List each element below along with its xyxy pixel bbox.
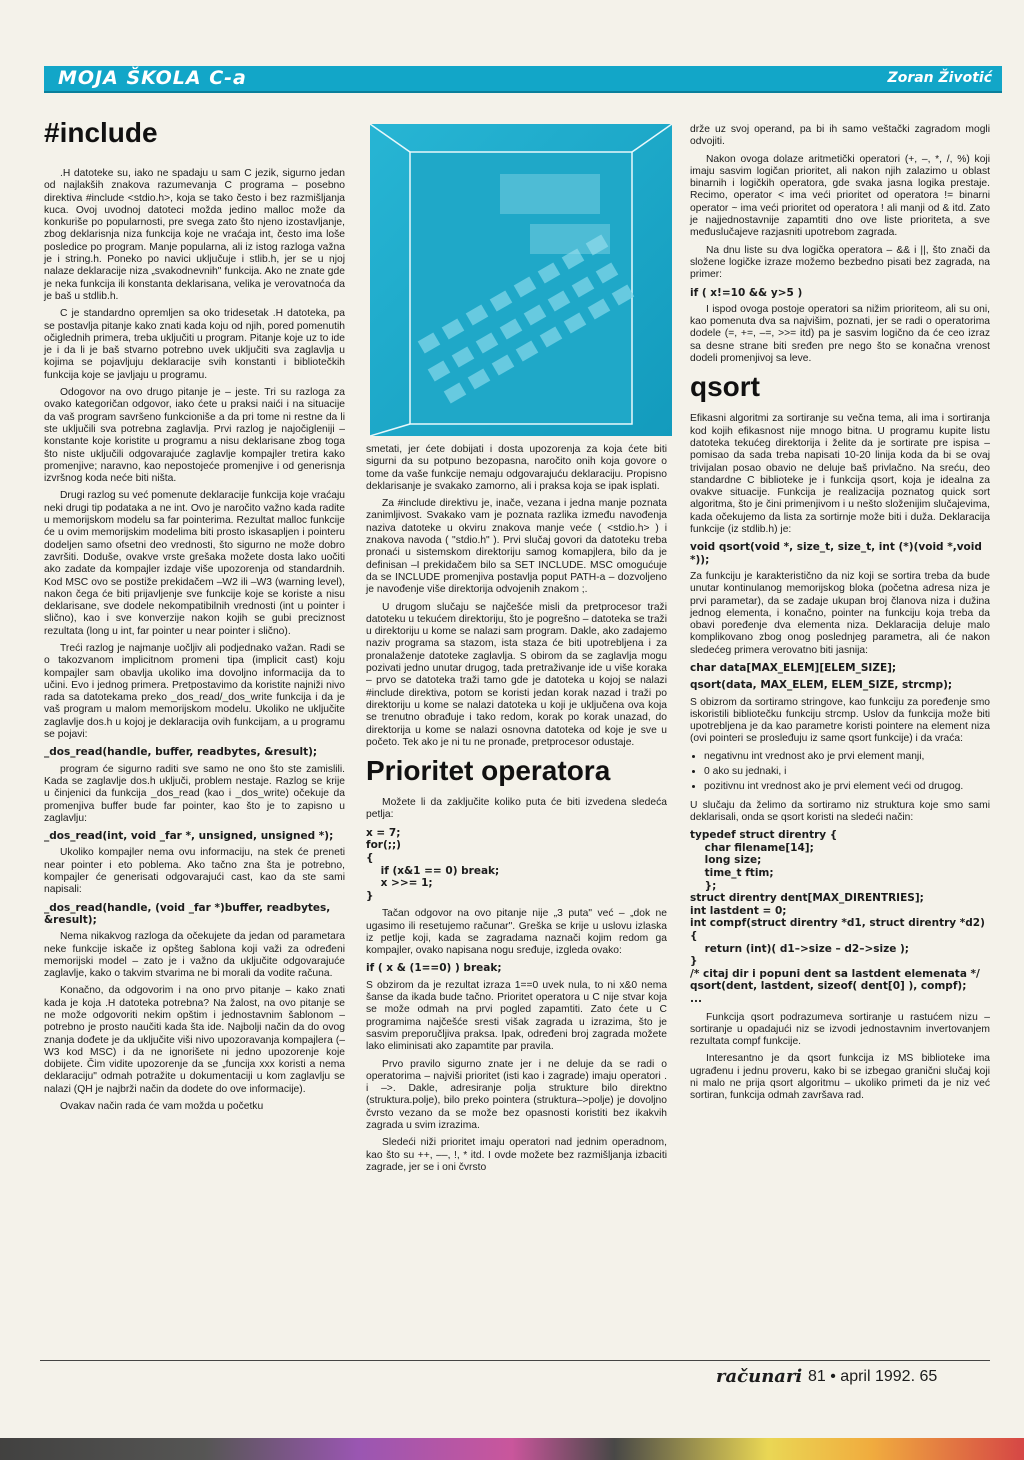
bottom-color-strip bbox=[0, 1438, 1024, 1460]
author-name: Zoran Životić bbox=[887, 70, 992, 86]
code-block: x = 7; for(;;) { if (x&1 == 0) break; x >>= 1; } bbox=[366, 826, 500, 902]
section-header-bar bbox=[44, 66, 1002, 93]
section-title: MOJA ŠKOLA C-a bbox=[58, 67, 247, 89]
footer-divider bbox=[40, 1360, 990, 1361]
keyboard-illustration bbox=[370, 124, 672, 436]
list-item: • 0 ako su jednaki, i bbox=[704, 766, 990, 778]
code-line: _dos_read(handle, buffer, readbytes, &result); bbox=[44, 746, 318, 759]
magazine-brand: računari bbox=[716, 1366, 803, 1387]
paragraph: U drugom slučaju se najčešće misli da pretprocesor traži datoteku u tekućem direktoriju, što je pogrešno – datoteka se traži u direktoriju u kome se nalazi sam program. Dakle, ako zadajemo naziv programa sa stazom, ista staza će biti upotrebljena i za pronalaženje datoteke zaglavlja. S obirom da se zaglavlja mogu pozivati jedno unutar drugog, tada pretraživanje ide u više koraka – prvo se datoteka traži tamo gde je datoteka u kojoj se nalazi #include direktiva, potom se koristi jedan korak nazad i traži po direktoriju u kome se nalazi datoteka u koji je uključena ova koja se trenutno obrađuje i tako redom, korak po korak unazad, do direktorija u kome se nalazi osnovna datoteka od koje je sve u početo. Tek ako je ni tu ne pronađe, pretprocesor odustaje. bbox=[366, 601, 667, 748]
paragraph: Ukoliko kompajler nema ovu informaciju, na stek će preneti near pointer i eto poblema. Ako tačno zna šta je potrebno, kompajler će generisati odgovarajući cast, kao da ste sami napisali: bbox=[44, 847, 345, 896]
code-line: _dos_read(int, void _far *, unsigned, unsigned *); bbox=[44, 830, 334, 843]
paragraph: drže uz svoj operand, pa bi ih samo veštački zagradom mogli odvojiti. bbox=[690, 124, 990, 148]
paragraph: Na dnu liste su dva logička operatora – && i ||, što znači da složene logičke izraze možemo bezbedno pisati bez zagrada, na primer: bbox=[690, 244, 990, 281]
paragraph: S obizrom da sortiramo stringove, kao funkciju za poređenje smo iskoristili bibliotečku funkciju strcmp. Uslov da funkcija može biti upotrebljena je da kao parametre koristi pointere na element niza (ovi pointeri se prosleđuju iz same qsort funkcije) i da vraća: bbox=[690, 696, 990, 745]
code-line: qsort(data, MAX_ELEM, ELEM_SIZE, strcmp); bbox=[690, 679, 953, 692]
paragraph: Za funkciju je karakteristično da niz koji se sortira treba da bude unutar kontinulanog memorijskog bloka (početna adresa niza je prvi parametar), da se zadaje ukupan broj članova niza i dužina jednog elementa, i konačno, pointer na funkciju koja treba da obavi poređenje dva elementa niza. Deklaracija deluje malo komplikovano zbog onog poslednjeg parametra, ali će nakon sledećeg primera verovatno biti jasnija: bbox=[690, 570, 990, 656]
paragraph: Konačno, da odgovorim i na ono prvo pitanje – kako znati kada je koja .H datoteka potrebna? Na žalost, na ovo pitanje se ne može odgovoriti nekim opštim i jednostavnim šablonom – potrebno je prosto naučiti kada šta ide. Najbolji način da do ovog znanja dođete je da uključite viši nivo upozoravanja kompajlera (–W3 kod MSC) i da ne ignorišete ni jedno upozorenje koje dobijete. Čim vidite upozorenje da se „funcija xxx koristi a nema deklaraciju" odmah potražite u dokumentaciji u kom zaglavlju se nalazi (QH je najbrži način da dodete do ove informacije). bbox=[44, 985, 345, 1095]
paragraph: S obzirom da je rezultat izraza 1==0 uvek nula, to ni x&0 nema šanse da ikada bude tačno. Prioritet operatora u C nije stvar koja se može odmah na prvi pogled zapamtiti. Zato ćete u C programima najčešće sresti višak zagrada u izrazima, što je sasvim preporučljiva praksa. Ipak, određeni broj zagrada možete lako eliminisati ako zapamtite par pravila. bbox=[366, 979, 667, 1053]
paragraph: Za #include direktivu je, inače, vezana i jedna manje poznata zanimljivost. Svakako vam je poznata razlika između navođenja naziva datoteke u okviru znakova manje veće ( <stdio.h> ) i znakova navoda ( "stdio.h" ). Prvi slučaj govori da datoteku treba pronaći u sistemskom direktoriju samog komapjlera, bilo da je definisan –I prekidačem bilo sa SET INCLUDE. MSC omogućuje da se INCLUDE promenjiva postavlja poput PATH-a – dozvoljeno je navođenje više direktorija odvojenih znakom ;. bbox=[366, 498, 667, 596]
article-title-qsort: qsort bbox=[690, 371, 760, 403]
paragraph: .H datoteke su, iako ne spadaju u sam C jezik, sigurno jedan od najlakših znakova razumevanja C programa – posebno direktiva #include <stdio.h>, koja se tako često i bez razmišljanja kuca. Ovoj uvodnoj datoteci možda jedino malloc može da konkuriše po popularnosti, pre svega zato što njeno izostavljanje, zbog deklarisnja niza funkcija koje ne vraćaja int, često ima loše posledice po program. Manje popularna, ali iz istog razloga važna je i string.h. Poneko po navici uključuje i stlib.h, jer se u njoj nalaze deklaracije niza „svakodnevnih" funkcija. Ako ne znate gde je neka funkcija ili konstanta deklarisana, velika je verovatnoća da je baš u stdlib.h. bbox=[44, 168, 345, 302]
code-line: _dos_read(handle, (void _far *)buffer, readbytes, &result); bbox=[44, 901, 331, 926]
paragraph: Nakon ovoga dolaze aritmetički operatori (+, –, *, /, %) koji imaju sasvim logičan prioritet, ali nakon njih zalazimo u oblast binarnih i logičkih operatora, gde svaka jasna logika prestaje. Recimo, operator < ima veći prioritet od operatora != binarni operator ~ ima veći prioritet od operatora ! ali manji od & itd. Zato je najjednostavnije zapamtiti dno ove liste prioriteta, a sve međuslučajeve razjasniti upotrebom zagrada. bbox=[690, 153, 990, 239]
paragraph: Drugi razlog su već pomenute deklaracije funkcija koje vraćaju neki drugi tip podataka a ne int. Ovo je naročito važno kada radite u memorijskom modelu sa far pointerima. Rezultat malloc funkcije će u ovim memorijskim modelima biti prosto iskasapljen i pointeru dodeljen samo ofsetni deo vrednosti, što sigurno ne može dobro završiti. Doduše, ovakve vrste grešaka možete dosta lako uočiti ako zadate da kompajler izdaje više upozorenja od standardnih. Kod MSC ovo se postiže prekidačem –W2 ili –W3 (warning level), nakon čega će biti prijavljenje sve funkcije koje se koriste a nisu deklarisane, sve dodele nekompatibilnih vrednosti (int u pointer i slično), kao i sve konverzije nakon kojih se gubi preciznost rezultata (long u int, far pointer u near pointer i slično). bbox=[44, 490, 345, 637]
paragraph: U slučaju da želimo da sortiramo niz struktura koje smo sami deklarisali, onda se qsort koristi na sledeći način: bbox=[690, 799, 990, 823]
paragraph: Ovakav način rada će vam možda u početku bbox=[60, 1101, 264, 1113]
paragraph: Možete li da zaključite koliko puta će biti izvedena sledeća petlja: bbox=[366, 797, 667, 821]
paragraph: Efikasni algoritmi za sortiranje su večna tema, ali ima i sortiranja kod kojih efikasnost nije mnogo bitna. U programu kupite listu datoteka tekućeg direktorija i želite da je sortirate pre ispisa – pomisao da sada treba napisati 10-20 linija koda da bi se ovaj trivijalan posao obavio ne deluje baš privlačno. Na sreću, deo standardne C biblioteke je i funkcija qsort, koja je idealna za ovakve situacije. Funkcija je realizacija poznatog quick sort algoritma, što je čini primenjivom i u nešto složenijim slučajevima, kada očekujemo da lista za sortirnje može biti i duža. Deklaracija funkcije (iz stdlib.h) je: bbox=[690, 413, 990, 536]
paragraph: Tačan odgovor na ovo pitanje nije „3 puta" već – „dok ne ugasimo ili resetujemo računar". Greška se krije u uslovu izlaska iz petlje koji, kada se zagradama naznači kojim redom ga kompajler, ovako napisana nogu sređuje, izgleda ovako: bbox=[366, 908, 667, 957]
paragraph: program će sigurno raditi sve samo ne ono što ste zamislili. Kada se zaglavlje dos.h uključi, problem nestaje. Razlog se krije u činjenici da funkcija _dos_read (kao i _dos_write) očekuje da promenjiva buffer bude far pointer, kao što je to zapisno u zaglavlju: bbox=[44, 763, 345, 824]
code-line: if ( x & (1==0) ) break; bbox=[366, 962, 502, 975]
middle-column bbox=[366, 444, 667, 1179]
paragraph: Nemа nikakvog razloga da očekujete da jedan od parametara neke funkcije iskače iz opšteg šablona koji važi za određeni memorijski model – zato je i važno da uključite odgovarajuće zaglavlje, kako o takvim stvarima ne bi morali da vodite računa. bbox=[44, 931, 345, 980]
code-line: char data[MAX_ELEM][ELEM_SIZE]; bbox=[690, 661, 897, 674]
article-title-prioritet: Prioritet operatora bbox=[366, 755, 611, 787]
paragraph: Funkcija qsort podrazumeva sortiranje u rastućem nizu – sortiranje u opadajući niz se izvodi jednostavnim invertovanjem rezultata compf funkcije. bbox=[690, 1011, 990, 1048]
paragraph: smetati, jer ćete dobijati i dosta upozorenja za koja ćete biti sigurni da su potpuno bezopasna, naročito onih koja govore o tome da vaše funkcije nemaju odgovarajuću deklaraciju. Propisno deklarisanje je svakako zamorno, ali i praksa koja se ipak isplati. bbox=[366, 444, 667, 492]
list-item: • pozitivnu int vrednost ako je prvi element veći od drugog. bbox=[704, 781, 990, 793]
paragraph: Treći razlog je najmanje uočljiv ali podjednako važan. Radi se o takozvanom implicitnom promeni tipa (implicit cast) koju kompajler sam obavlja ukoliko ima dovoljno informacija da to učini. Evo i jednog primera. Pretpostavimo da koristite najniži nivo rada sa datotekama preko _dos_read/_dos_write funkcija i da je vaš program u malom memorijskom modelu. Ukoliko ne uključite zaglavlje dos.h u kojoj je deklaracija ovih funkcijam, a u programu se pojavi: bbox=[44, 642, 345, 741]
issue-and-page: 81 • april 1992. 65 bbox=[808, 1368, 938, 1385]
article-title-include: #include bbox=[44, 117, 158, 148]
list-item: • negativnu int vrednost ako je prvi element manji, bbox=[704, 751, 990, 763]
code-line: void qsort(void *, size_t, size_t, int (*)(void *,void *)); bbox=[690, 541, 982, 566]
bullet-list bbox=[690, 751, 990, 794]
paragraph: C je standardno opremljen sa oko tridesetak .H datoteka, pa se postavlja pitanje kako znati kada koju od njih, pored pomenutih očiglednih primera, treba uključiti u program. Pitanje koje uz to ide je i da li je baš stvarno potrebno uvek uključiti sva zaglavlja u kojima se pojavljuju deklaracije svih konstanti i bibliotečkih funkcija koje se javljaju u programu. bbox=[44, 308, 345, 381]
left-column bbox=[44, 118, 345, 1118]
paragraph: Prvo pravilo sigurno znate jer i ne deluje da se radi o operatorima – najviši prioritet (isti kao i zagrade) imaju operatori . i –>. Dakle, adresiranje polja strukture bilo direktno (struktura.polje), bilo preko pointera (struktura–>polje) je dovoljno čvrsto vezano da se može bez opasnosti koristiti bez ikakvih zagrada u svim izrazima. bbox=[366, 1058, 667, 1132]
paragraph: I ispod ovoga postoje operatori sa nižim prioriteom, ali su oni, kao pomenuta dva sa najvišim, poznati, jer se radi o operatorima dodele (=, +=, –=, >>= itd) pa je sasvim logično da će ceo izraz sa desne strane biti sređen pre nego što se konačna vrenost dodeli promenjivoj sa leve. bbox=[690, 303, 990, 365]
paragraph: Interesantno je da qsort funkcija iz MS biblioteke ima ugrađenu i jednu proveru, kako bi se izbegao granični slučaj koji ni malo ne prija qsort algoritmu – ukoliko primeti da je niz već sortiran, funkcija odmah završava rad. bbox=[690, 1053, 990, 1102]
paragraph: Odogovor na ovo drugo pitanje je – jeste. Tri su razloga za ovako kategoričan odgovor, iako ćete u praksi naići i na situacije da vaš program savršeno funkcioniše a da pri tome ni restne da li ste uključili sva potrebna zaglavlja. Prvi razlog je najočigleniji – konstante koje koristite u programu a nisu deklarisane zbog toga što niste uključili odgovarajuće zaglavlje kompajler tretira kako promenjive; naravno, kao nepostojeće promenjive i od generisnja izvršnog koda neće biti ništa. bbox=[44, 387, 345, 485]
code-line: if ( x!=10 && y>5 ) bbox=[690, 286, 803, 299]
paragraph: Sledeći niži prioritet imaju operatori nad jednim operadnom, kao što su ++, ––, !, * itd. I ovde možete bez razmišljanja izbaciti zagrade, jer se i oni čvrsto bbox=[366, 1137, 667, 1173]
right-column bbox=[690, 124, 990, 1108]
code-block: typedef struct direntry { char filename[14]; long size; time_t ftim; }; struct direntry dent[MAX_DIRENTRIES]; int lastdent = 0; int compf(struct direntry *d1, struct direntry *d2) { return (int)( d1–>size – d2–>size ); } /* citaj dir i popuni dent sa lastdent elemenata */ qsort(dent, lastdent, sizeof( dent[0] ), compf); ... bbox=[690, 829, 985, 1005]
